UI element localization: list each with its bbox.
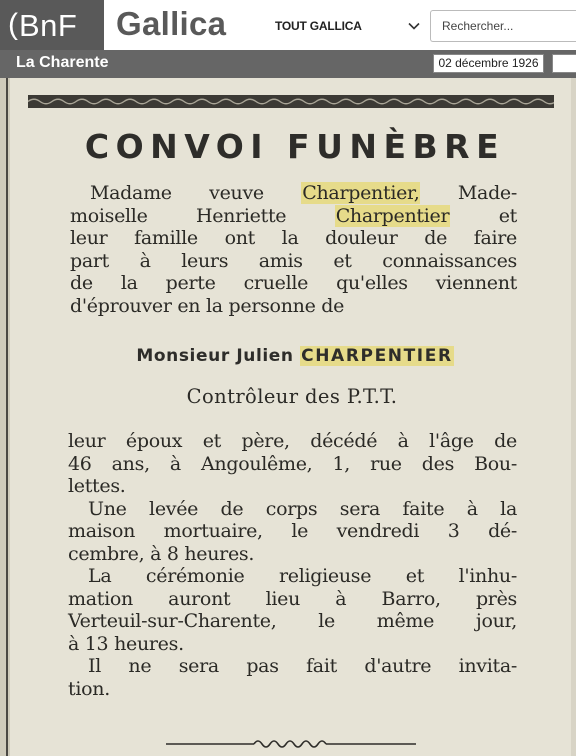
- funeral-details-paragraph: [68, 430, 517, 700]
- text-line: lettes.: [68, 475, 126, 497]
- bnf-logo[interactable]: [0, 0, 104, 50]
- text-line: La cérémonie religieuse et l'inhu-: [88, 565, 517, 587]
- newspaper-title[interactable]: La Charente: [16, 54, 109, 71]
- text-line: mation auront lieu à Barro, près: [68, 587, 517, 610]
- text-line: Il ne sera pas fait d'autre invita-: [88, 655, 517, 677]
- text-segment: et: [450, 204, 517, 227]
- text-line: [70, 182, 517, 205]
- decorative-ornament-bottom: [166, 738, 416, 750]
- gallica-logo[interactable]: Gallica: [116, 5, 227, 42]
- text-segment: leur famille ont la douleur de faire: [70, 227, 517, 249]
- text-segment: Made-: [420, 182, 517, 204]
- document-bar: [0, 50, 576, 78]
- search-input[interactable]: [430, 10, 576, 42]
- top-bar: [0, 0, 576, 50]
- text-segment: d'éprouver en la personne de: [70, 294, 345, 317]
- bnf-bracket-icon: (: [8, 8, 18, 41]
- text-line: [70, 295, 517, 318]
- issue-date-selector[interactable]: 02 décembre 1926: [433, 54, 544, 73]
- decorative-rule-top: [28, 95, 554, 108]
- page-selector[interactable]: [552, 54, 576, 73]
- bnf-logo-text: BnF: [19, 7, 78, 43]
- text-segment: moiselle Henriette: [70, 204, 335, 227]
- search-hit-highlight: Charpentier: [335, 204, 450, 227]
- text-line: maison mortuaire, le vendredi 3 dé-: [68, 520, 517, 542]
- text-line: leur époux et père, décédé à l'âge de: [68, 430, 517, 452]
- deceased-name: [0, 346, 576, 366]
- deceased-name-prefix: Monsieur Julien: [136, 346, 301, 366]
- text-line: [70, 227, 517, 250]
- chevron-down-icon: [407, 19, 421, 33]
- text-line: [70, 205, 517, 228]
- text-line: [70, 272, 517, 295]
- text-segment: de la perte cruelle qu'elles viennent: [70, 272, 517, 294]
- deceased-role: Contrôleur des P.T.T.: [186, 385, 398, 408]
- deceased-surname-highlight: CHARPENTIER: [301, 346, 453, 366]
- text-line: 46 ans, à Angoulême, 1, rue des Bou-: [68, 452, 517, 475]
- article-headline: CONVOI FUNÈBRE: [84, 127, 506, 166]
- search-scope-label: TOUT GALLICA: [275, 19, 362, 33]
- text-line: tion.: [68, 677, 110, 700]
- text-line: cembre, à 8 heures.: [68, 542, 255, 565]
- announcement-paragraph: [70, 182, 517, 317]
- text-line: Une levée de corps sera faite à la: [88, 497, 517, 520]
- text-segment: Madame veuve: [90, 182, 302, 204]
- text-line: Verteuil-sur-Charente, le même jour,: [68, 610, 517, 632]
- search-hit-highlight: Charpentier,: [302, 182, 420, 204]
- scanned-newspaper-page[interactable]: [0, 78, 576, 756]
- text-segment: part à leurs amis et connaissances: [70, 249, 517, 272]
- text-line: à 13 heures.: [68, 632, 184, 655]
- page-margin-right: [571, 78, 576, 756]
- search-scope-select[interactable]: [272, 12, 424, 40]
- text-line: [70, 250, 517, 273]
- page-margin: [0, 78, 10, 756]
- column-rule: [6, 78, 8, 756]
